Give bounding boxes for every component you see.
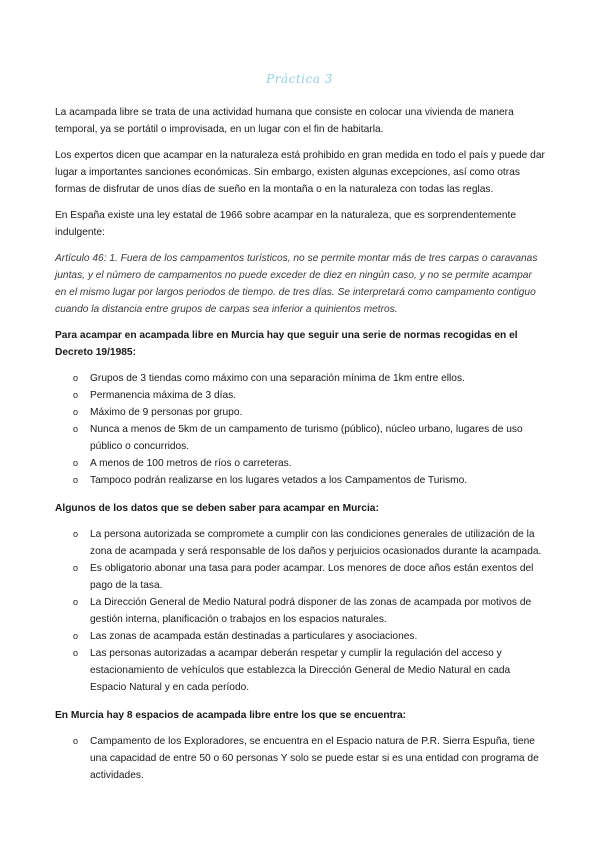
bullet-icon: o bbox=[73, 424, 79, 434]
section-heading-data: Algunos de los datos que se deben saber para acampar en Murcia: bbox=[55, 503, 379, 514]
section-heading-spaces: En Murcia hay 8 espacios de acampada libre entre los que se encuentra: bbox=[55, 710, 407, 721]
bullet-icon: o bbox=[73, 529, 79, 539]
list-item bbox=[55, 387, 545, 404]
list-item-text: A menos de 100 metros de ríos o carreteras. bbox=[90, 458, 292, 469]
list-item bbox=[55, 594, 545, 628]
section-heading-rules: Para acampar en acampada libre en Murcia hay que seguir una serie de normas recogidas en el Decreto 19/1985: bbox=[55, 330, 518, 358]
list-item-text: Tampoco podrán realizarse en los lugares vetados a los Campamentos de Turismo. bbox=[90, 475, 468, 486]
bullet-icon: o bbox=[73, 458, 79, 468]
list-item-text: Campamento de los Exploradores, se encuentra en el Espacio natura de P.R. Sierra Espuña, tiene una capacidad de entre 50 o 60 personas Y solo se puede estar si es una entidad con programa de actividades. bbox=[90, 736, 539, 781]
article-quote: Artículo 46: 1. Fuera de los campamentos turísticos, no se permite montar más de tres carpas o caravanas juntas, y el número de campamentos no puede exceder de diez en ningún caso, y no se permite acampar en el mismo lugar por largos periodos de tiempo. de tres días. Se interpretará como campamento contiguo cuando la distancia entre grupos de carpas sea inferior a quinientos metros. bbox=[55, 253, 538, 315]
page-title: Práctica 3 bbox=[266, 72, 333, 86]
list-item bbox=[55, 733, 545, 784]
list-item bbox=[55, 455, 545, 472]
list-item bbox=[55, 370, 545, 387]
list-item-text: Las personas autorizadas a acampar deberán respetar y cumplir la regulación del acceso y estacionamiento de vehículos que establezca la Dirección General de Medio Natural en cada Espacio Natural y en cada período. bbox=[90, 648, 511, 693]
list-item bbox=[55, 421, 545, 455]
list-item bbox=[55, 560, 545, 594]
bullet-icon: o bbox=[73, 597, 79, 607]
list-item-text: Nunca a menos de 5km de un campamento de turismo (público), núcleo urbano, lugares de uso público o concurridos. bbox=[90, 424, 523, 452]
list-item bbox=[55, 472, 545, 489]
list-item-text: Máximo de 9 personas por grupo. bbox=[90, 407, 243, 418]
paragraph-intro: La acampada libre se trata de una actividad humana que consiste en colocar una vivienda de manera temporal, ya se portátil o improvisada, en un lugar con el fin de habitarla. bbox=[55, 107, 514, 135]
list-item-text: La Dirección General de Medio Natural podrá disponer de las zonas de acampada por motivos de gestión interna, planificación o trabajos en los espacios naturales. bbox=[90, 597, 532, 625]
spaces-list bbox=[55, 733, 545, 784]
rules-list bbox=[55, 370, 545, 489]
list-item-text: La persona autorizada se compromete a cumplir con las condiciones generales de utilización de la zona de acampada y será responsable de los daños y perjuicios ocasionados durante la acampada. bbox=[90, 529, 542, 557]
list-item bbox=[55, 645, 545, 696]
paragraph-experts: Los expertos dicen que acampar en la naturaleza está prohibido en gran medida en todo el país y puede dar lugar a importantes sanciones económicas. Sin embargo, existen algunas excepciones, así como otras formas de disfrutar de unos días de sueño en la montaña o en la naturaleza con todas las reglas. bbox=[55, 150, 545, 195]
bullet-icon: o bbox=[73, 631, 79, 641]
list-item-text: Grupos de 3 tiendas como máximo con una separación mínima de 1km entre ellos. bbox=[90, 373, 465, 384]
list-item bbox=[55, 628, 545, 645]
bullet-icon: o bbox=[73, 736, 79, 746]
bullet-icon: o bbox=[73, 407, 79, 417]
bullet-icon: o bbox=[73, 373, 79, 383]
list-item bbox=[55, 404, 545, 421]
list-item-text: Es obligatorio abonar una tasa para poder acampar. Los menores de doce años están exentos del pago de la tasa. bbox=[90, 563, 534, 591]
bullet-icon: o bbox=[73, 390, 79, 400]
bullet-icon: o bbox=[73, 648, 79, 658]
list-item-text: Permanencia máxima de 3 días. bbox=[90, 390, 237, 401]
bullet-icon: o bbox=[73, 475, 79, 485]
paragraph-law: En España existe una ley estatal de 1966 sobre acampar en la naturaleza, que es sorprendentemente indulgente: bbox=[55, 210, 517, 238]
bullet-icon: o bbox=[73, 563, 79, 573]
document-body bbox=[55, 104, 545, 795]
data-list bbox=[55, 526, 545, 696]
list-item bbox=[55, 526, 545, 560]
list-item-text: Las zonas de acampada están destinadas a particulares y asociaciones. bbox=[90, 631, 418, 642]
